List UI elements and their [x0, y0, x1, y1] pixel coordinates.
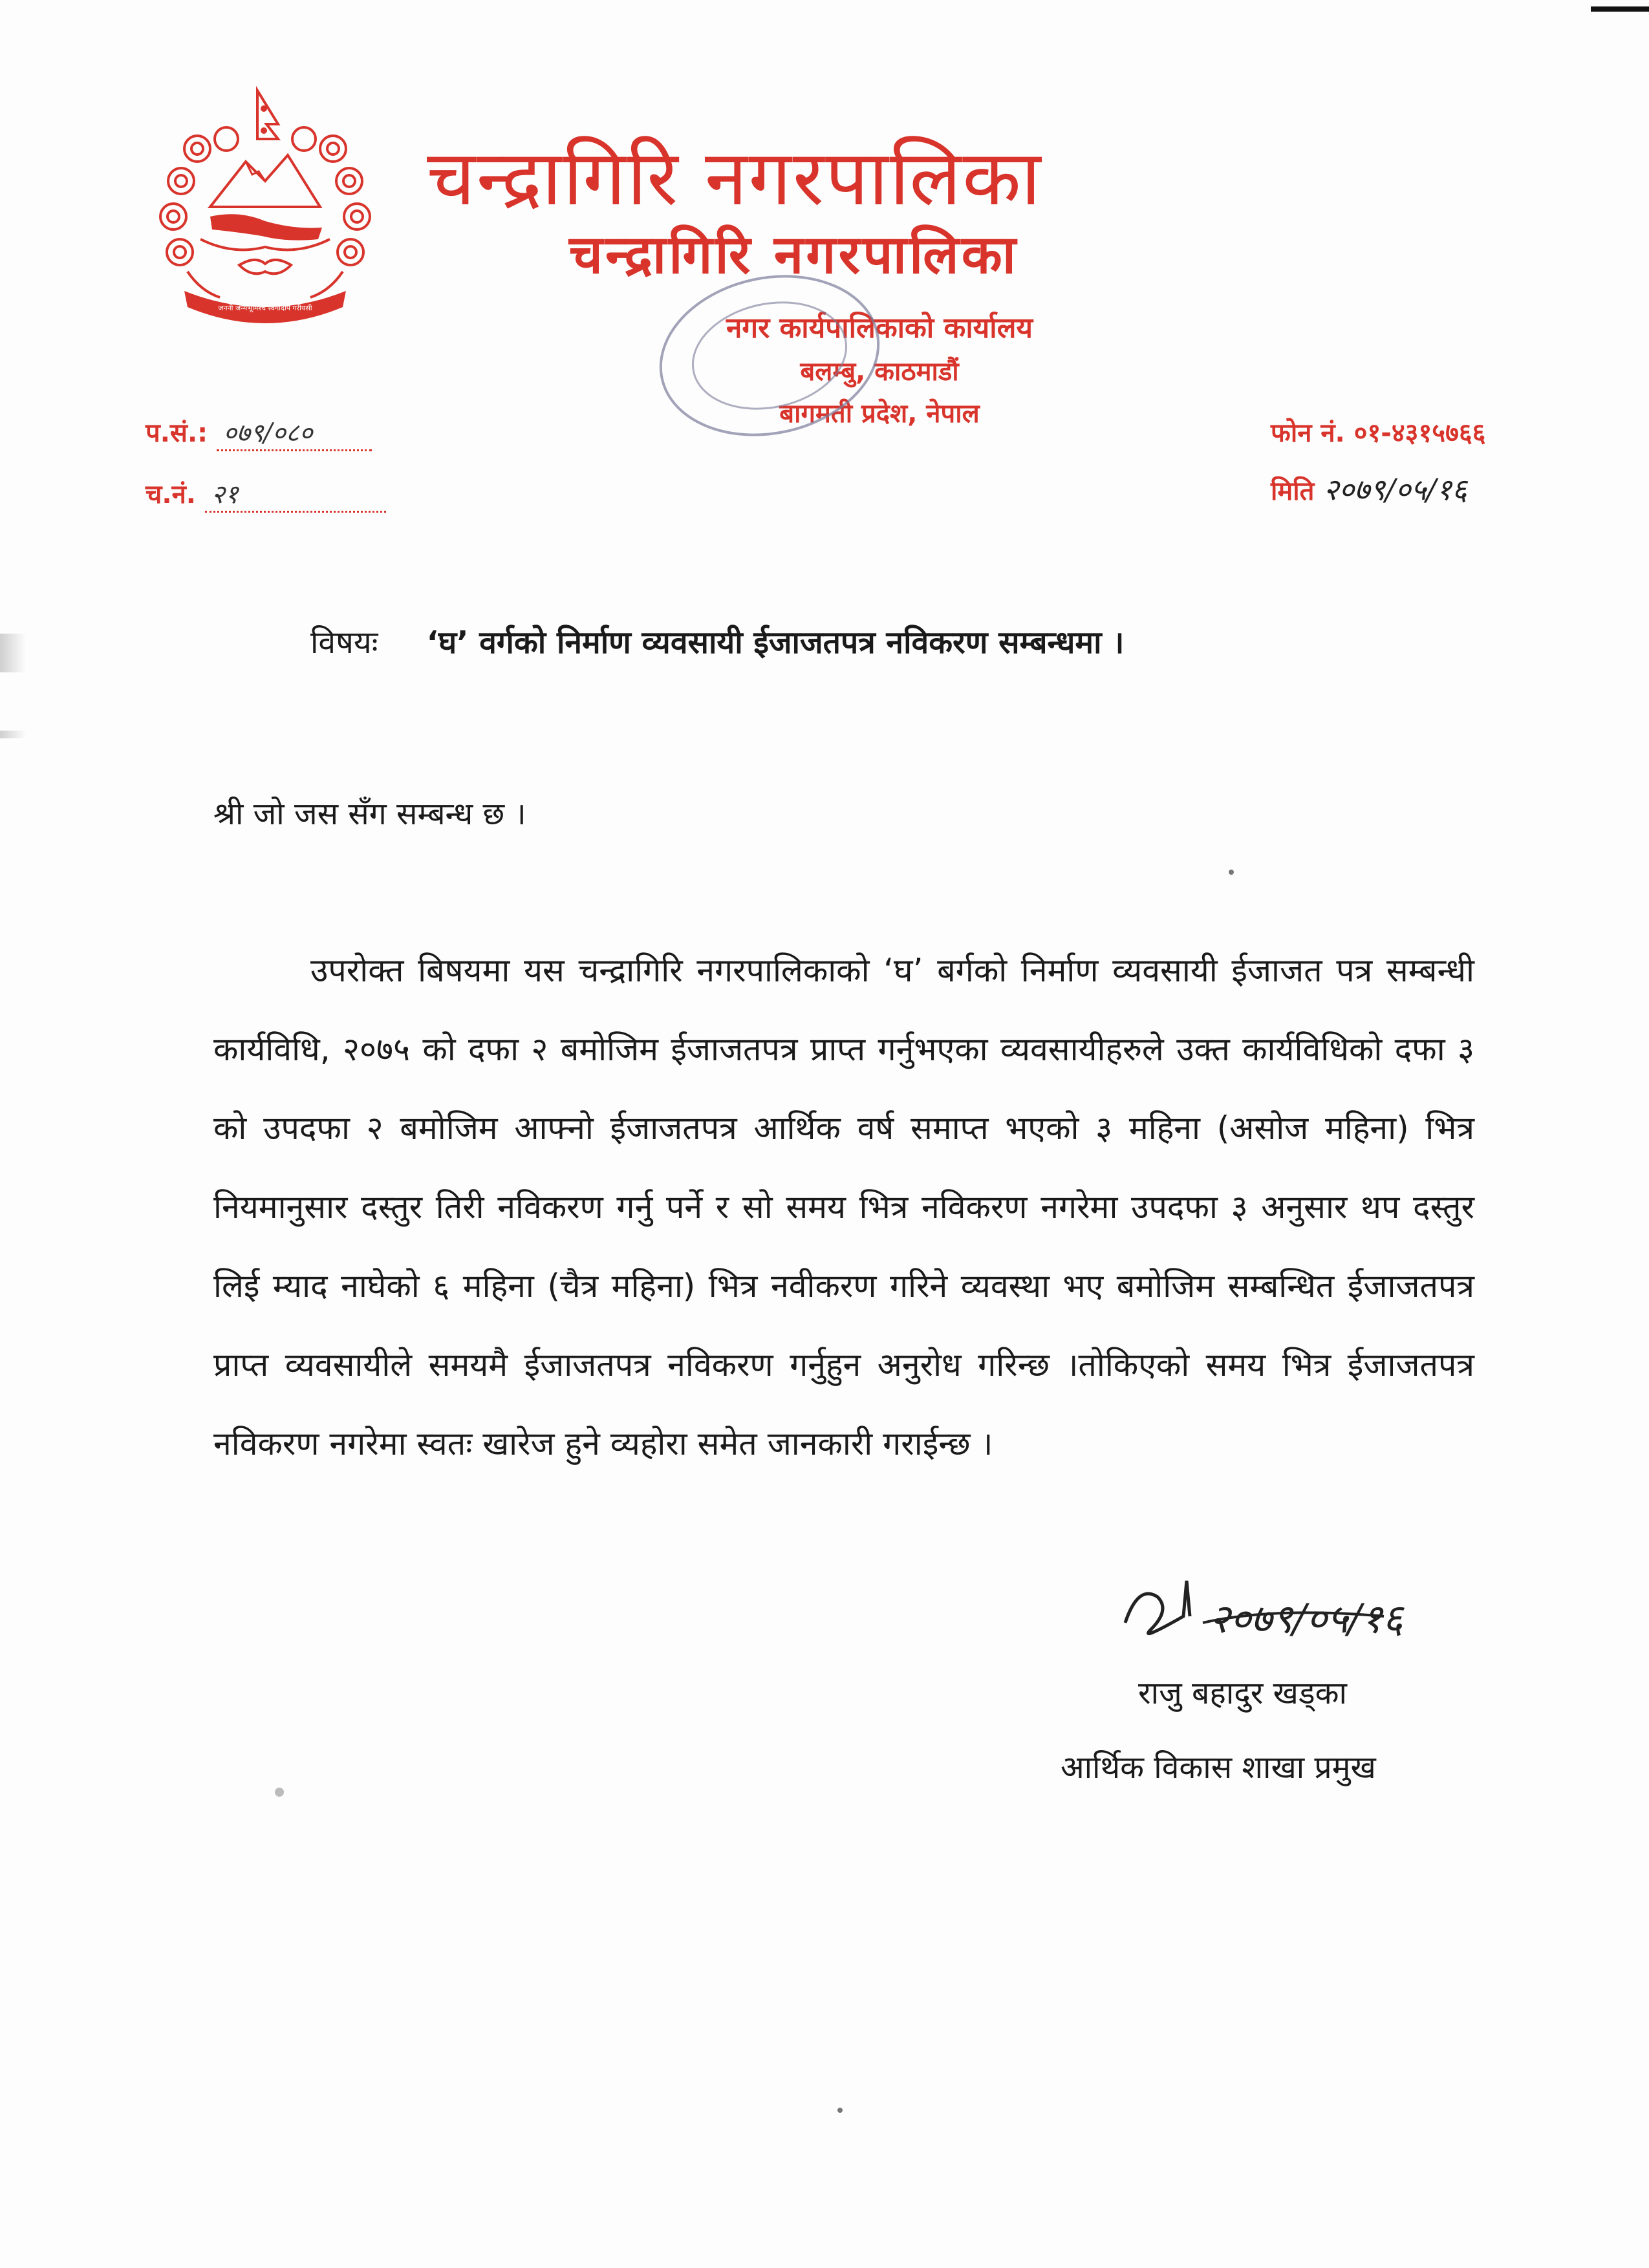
letter-number-label: प.सं.: — [146, 418, 208, 448]
dispatch-number-label: च.नं. — [146, 480, 196, 509]
date-row — [1271, 469, 1467, 509]
date-value: २०७९/०५/१६ — [1323, 472, 1467, 507]
nepal-government-emblem-icon — [149, 78, 382, 336]
scan-speck — [837, 2108, 843, 2113]
emblem-caption: जननी जन्मभूमिश्च स्वर्गादपि गरीयसी — [218, 304, 312, 312]
phone-label: फोन नं. — [1271, 418, 1345, 448]
office-address-line-2: बागमती प्रदेश, नेपाल — [779, 399, 980, 429]
signature-date: २०७९/०५/१६ — [1209, 1595, 1403, 1642]
dispatch-number-value: २१ — [205, 475, 386, 513]
office-address-line-1: बलम्बु, काठमाडौं — [800, 357, 959, 387]
office-seal-stamp — [621, 272, 892, 465]
office-name: चन्द्रागिरि नगरपालिका — [427, 133, 1042, 222]
letter-body: उपरोक्त बिषयमा यस चन्द्रागिरि नगरपालिकाको ‘घ’ बर्गको निर्माण व्यवसायी ईजाजत पत्र सम्बन्धी कार्यविधि, २०७५ को दफा २ बमोजिम ईजाजतपत्र प्राप्त गर्नुभएका व्यवसायीहरुले उक्त कार्यविधिको दफा ३ को उपदफा २ बमोजिम आफ्नो ईजाजतपत्र आर्थिक वर्ष समाप्त भएको ३ महिना (असोज महिना) भित्र नियमानुसार दस्तुर तिरी नविकरण गर्नु पर्ने र सो समय भित्र नविकरण नगरेमा उपदफा ३ अनुसार थप दस्तुर लिई म्याद नाघेको ६ महिना (चैत्र महिना) भित्र नवीकरण गरिने व्यवस्था भए बमोजिम सम्बन्धित ईजाजतपत्र प्राप्त व्यवसायीले समयमै ईजाजतपत्र नविकरण गर्नुहुन अनुरोध गरिन्छ ।तोकिएको समय भित्र ईजाजतपत्र नविकरण नगरेमा स्वतः खारेज हुने व्यहोरा समेत जानकारी गराईन्छ । — [213, 952, 1475, 1462]
signer-title: आर्थिक विकास शाखा प्रमुख — [1061, 1749, 1376, 1786]
date-label: मिति — [1271, 476, 1315, 506]
subject-label: विषयः — [310, 625, 378, 661]
scan-speck — [275, 1788, 284, 1797]
office-subtitle: नगर कार्यपालिकाको कार्यालय — [726, 312, 1033, 345]
phone-row — [1271, 414, 1485, 449]
scan-edge-smudge — [0, 731, 26, 738]
signer-name: राजु बहादुर खड्का — [1138, 1675, 1347, 1711]
salutation: श्री जो जस सँग सम्बन्ध छ । — [213, 796, 526, 832]
letter-number-row — [146, 414, 372, 451]
office-name-stylized: चन्द्रागिरि नगरपालिका — [569, 224, 1018, 286]
subject-text: ‘घ’ वर्गको निर्माण व्यवसायी ईजाजतपत्र नविकरण सम्बन्धमा । — [426, 625, 1125, 661]
letter-number-value: ०७९/०८० — [217, 414, 372, 451]
dispatch-number-row — [146, 475, 386, 513]
scan-edge-smudge — [0, 634, 26, 672]
subject-line — [310, 621, 1474, 663]
scan-speck — [1229, 870, 1234, 875]
handwritten-signature — [1112, 1545, 1474, 1674]
scan-corner-mark — [1591, 6, 1649, 12]
phone-value: ०१-४३१५७६६ — [1353, 418, 1486, 448]
